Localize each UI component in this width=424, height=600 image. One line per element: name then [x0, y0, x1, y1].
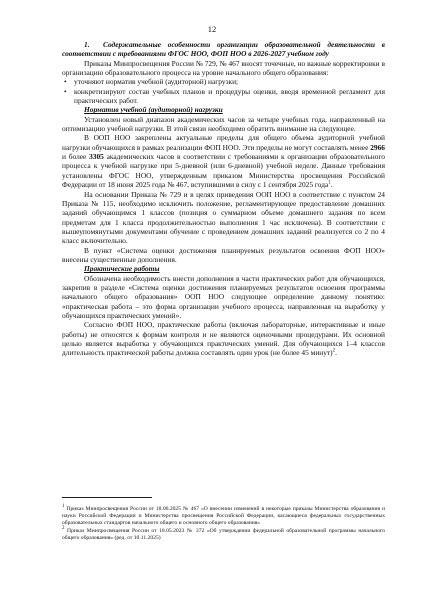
practical-paragraph-2-text: Согласно ФОП НОО, практические работы (включая лабораторные, интерактивные и иные работы) не относятся к формам контроля и не являются оценочными процедурами. Их основной целью является выработка у обучающихся практических умений. Для обучающихся 1–4 классов длительность практической работы должна составлять один урок (не более 45 минут)	[62, 320, 385, 358]
load-paragraph-4: В пункт «Система оценки достижения планируемых результатов освоения ФОП НОО» внесены существенные дополнения.	[62, 245, 385, 264]
footnote-mark: 2	[62, 525, 65, 531]
load-paragraph-2-text-a: В ООП НОО закреплены актуальные пределы для общего объема аудиторной учебной нагрузки обучающихся в рамках реализации ФОП НОО. Эти пределы не могут составлять менее	[62, 133, 385, 152]
footnote-ref-1[interactable]: 1	[328, 180, 331, 186]
load-paragraph-2	[62, 133, 385, 189]
intro-paragraph: Приказы Минпросвещения России № 729, № 467 вносят точечные, но важные корректировки в организацию образовательного процесса на уровне начального общего образования:	[62, 58, 385, 78]
footnote-text: Приказ Минпросвещения России от 18.06.2025 № 467 «О внесении изменений в некоторые приказы Министерства образования и науки Российской Федерации и Министерства просвещения Российской Федерации, касающиеся федеральных государственных образовательных стандартов начального общего и основного общего образования»	[62, 506, 385, 526]
footnote-1	[62, 506, 385, 527]
bullet-icon: •	[64, 86, 67, 96]
footnote-ref-2[interactable]: 2	[332, 348, 336, 354]
load-paragraph-3: На основании Приказа № 729 и в целях приведения ООП НОО в соответствие с пунктом 24 Приказа № 115, необходимо исключить положение, регламентирующее предоставление домашних заданий обучающимся 1 классов (позиция о суммарном объеме домашнего задания по всем предметам для 1 класса продолжительностью выполнения 1 час исключена). В соответствии с вышеупомянутыми документами обучение с проведением домашних заданий реализуется со 2 по 4 класс включительно.	[62, 189, 385, 246]
load-paragraph-2-text-c: академических часов в соответствии с требованиями к организации образовательного процесса к учебной нагрузке при 5-дневной (или 6-дневной) учебной неделе. Данные требования установлены ФГОС НОО, утвержденным приказом Министерства просвещения Российской Федерации от 18 июня 2025 года № 467, вступившими в силу с 1 сентября 2025 года	[62, 152, 385, 190]
footnote-text: Приказ Минпросвещения России от 18.05.2023 № 372 «Об утверждении федеральной образовательной программы начального общего образования» (ред. от 10.11.2025)	[62, 527, 385, 541]
subheading-practical: Практические работы	[84, 264, 160, 274]
practical-paragraph-2-end: .	[335, 348, 337, 358]
load-paragraph-2-text-b: и более	[62, 152, 90, 162]
section-heading	[62, 40, 385, 59]
footnote-mark: 1	[62, 504, 65, 510]
practical-paragraph-2	[62, 320, 385, 357]
load-paragraph-2-end: .	[330, 180, 333, 190]
changes-list	[62, 77, 385, 105]
list-item	[62, 77, 385, 86]
footnote-divider	[62, 497, 152, 498]
section-heading-text: Содержательные особенности организации образовательной деятельности в соответствии с требованиями ФГОС НОО, ФОП НОО в 2026-2027 учебном году	[62, 40, 385, 59]
list-item	[62, 87, 385, 106]
practical-paragraph-1: Обозначена необходимость внести дополнения в части практических работ для обучающихся, закрепив в разделе «Система оценки достижения планируемых результатов освоения программы начального общего образования» ООП НОО следующее определение данному понятию: «практическая работа – это форма организации учебного процесса, направленная на выработку у обучающихся практических умений».	[62, 273, 385, 320]
min-hours-value: 2966	[370, 142, 385, 152]
page-body	[62, 40, 385, 358]
list-item-text: уточняют норматив учебной (аудиторной) нагрузки;	[74, 77, 239, 87]
list-item-text: конкретизируют состав учебных планов и процедуры оценки, вводя временной регламент для практических работ.	[74, 86, 385, 106]
max-hours-value: 3305	[89, 152, 104, 162]
page-number: 12	[207, 24, 217, 34]
subheading-load: Норматив учебной (аудиторной) нагрузки	[84, 105, 223, 115]
footnotes	[62, 506, 385, 543]
load-paragraph-1: Установлен новый диапазон академических часов за четыре учебных года, направленный на оптимизацию учебной нагрузки. В этой связи необходимо обратить внимание на следующее.	[62, 114, 385, 134]
footnote-2	[62, 525, 385, 542]
bullet-icon: •	[64, 77, 67, 87]
section-heading-number: 1.	[84, 40, 90, 49]
